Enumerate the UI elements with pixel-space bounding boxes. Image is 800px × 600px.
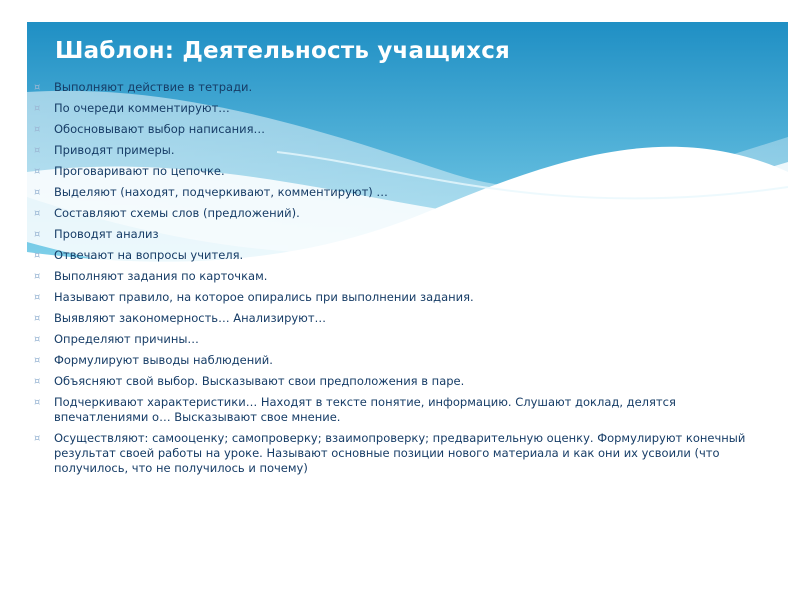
list-item-text: По очереди комментируют… (54, 101, 230, 115)
bullet-icon: ¤ (34, 334, 41, 345)
bullet-icon: ¤ (34, 397, 41, 408)
slide (27, 22, 788, 585)
list-item-text: Определяют причины… (54, 332, 199, 346)
list-item (32, 206, 772, 221)
bullet-icon: ¤ (34, 376, 41, 387)
list-item-text: Обосновывают выбор написания… (54, 122, 266, 136)
list-item (32, 227, 772, 242)
list-item (32, 80, 772, 95)
bullet-icon: ¤ (34, 292, 41, 303)
bullet-icon: ¤ (34, 124, 41, 135)
list-item (32, 248, 772, 263)
list-item-text: Называют правило, на которое опирались при выполнении задания. (54, 290, 474, 304)
list-item-text: Выделяют (находят, подчеркивают, комментируют) … (54, 185, 388, 199)
bullet-icon: ¤ (34, 103, 41, 114)
list-item-text: Выполняют действие в тетради. (54, 80, 253, 94)
list-item-text: Отвечают на вопросы учителя. (54, 248, 244, 262)
bullet-icon: ¤ (34, 82, 41, 93)
list-item (32, 395, 772, 425)
bullet-icon: ¤ (34, 313, 41, 324)
list-item (32, 122, 772, 137)
list-item (32, 332, 772, 347)
bullet-icon: ¤ (34, 208, 41, 219)
list-item (32, 185, 772, 200)
list-item (32, 311, 772, 326)
bullet-icon: ¤ (34, 355, 41, 366)
list-item-text: Осуществляют: самооценку; самопроверку; взаимопроверку; предварительную оценку. Формулируют конечный результат своей работы на уроке. Называют основные позиции нового материала и как они их усвоили (что получилось, что не получилось и почему) (54, 431, 746, 475)
list-item (32, 269, 772, 284)
list-item-text: Выполняют задания по карточкам. (54, 269, 268, 283)
activity-list (32, 80, 772, 482)
bullet-icon: ¤ (34, 271, 41, 282)
list-item-text: Составляют схемы слов (предложений). (54, 206, 300, 220)
list-item-text: Проводят анализ (54, 227, 159, 241)
slide-title: Шаблон: Деятельность учащихся (55, 38, 510, 64)
list-item (32, 164, 772, 179)
bullet-icon: ¤ (34, 250, 41, 261)
bullet-icon: ¤ (34, 145, 41, 156)
bullet-icon: ¤ (34, 166, 41, 177)
list-item-text: Формулируют выводы наблюдений. (54, 353, 273, 367)
list-item (32, 143, 772, 158)
list-item-text: Приводят примеры. (54, 143, 175, 157)
list-item-text: Объясняют свой выбор. Высказывают свои предположения в паре. (54, 374, 465, 388)
bullet-icon: ¤ (34, 187, 41, 198)
bullet-icon: ¤ (34, 229, 41, 240)
list-item (32, 290, 772, 305)
list-item (32, 431, 772, 476)
list-item-text: Проговаривают по цепочке. (54, 164, 225, 178)
list-item-text: Подчеркивают характеристики… Находят в тексте понятие, информацию. Слушают доклад, делятся впечатлениями о… Высказывают свое мнение. (54, 395, 676, 424)
list-item (32, 101, 772, 116)
list-item (32, 353, 772, 368)
bullet-icon: ¤ (34, 433, 41, 444)
list-item-text: Выявляют закономерность… Анализируют… (54, 311, 327, 325)
list-item (32, 374, 772, 389)
